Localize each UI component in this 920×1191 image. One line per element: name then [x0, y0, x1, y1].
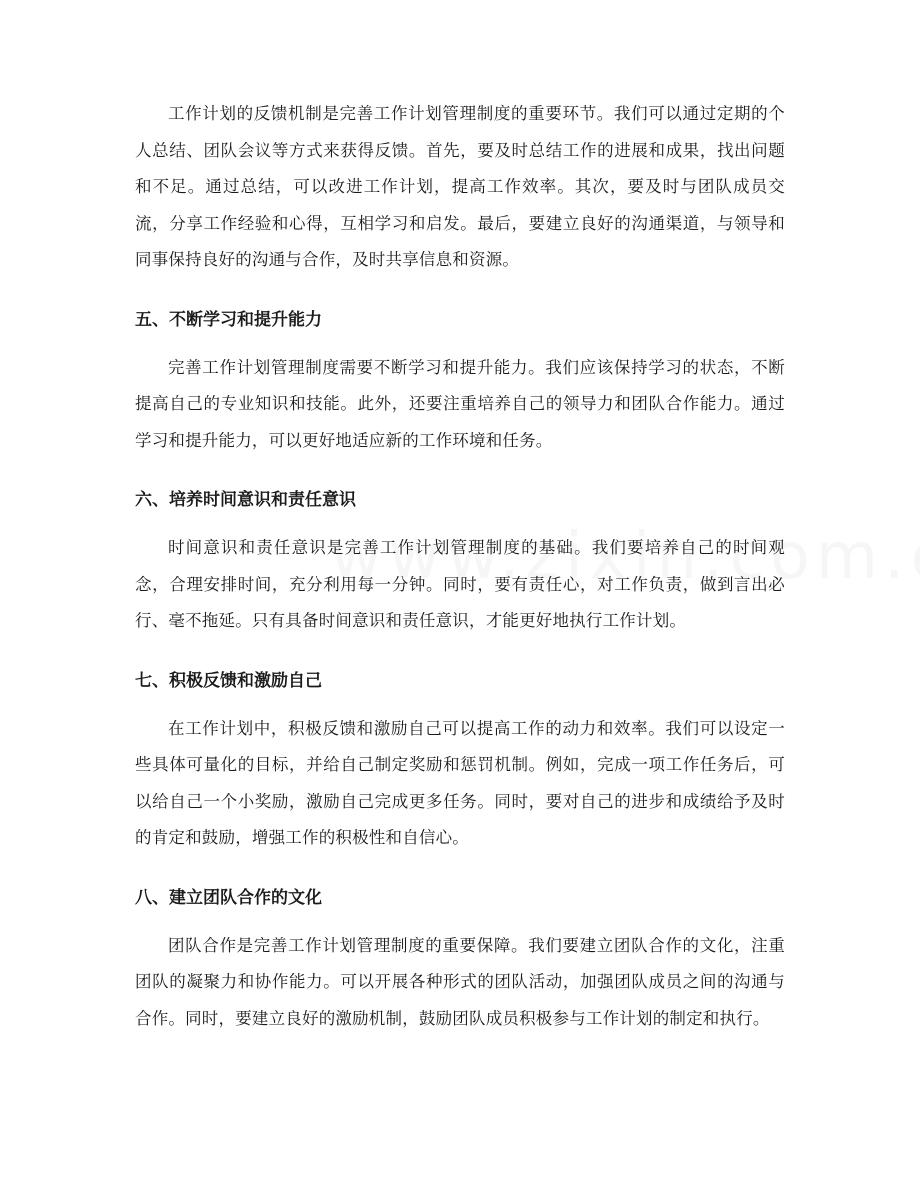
section-heading-5: 五、不断学习和提升能力 — [135, 309, 322, 330]
section-body-5: 完善工作计划管理制度需要不断学习和提升能力。我们应该保持学习的状态，不断提高自己的专业知识和技能。此外，还要注重培养自己的领导力和团队合作能力。通过学习和提升能力，可以更好地适应新的工作环境和任务。 — [135, 357, 785, 450]
section-body-7: 在工作计划中，积极反馈和激励自己可以提高工作的动力和效率。我们可以设定一些具体可量化的目标，并给自己制定奖励和惩罚机制。例如，完成一项工作任务后，可以给自己一个小奖励，激励自己完成更多任务。同时，要对自己的进步和成绩给予及时的肯定和鼓励，增强工作的积极性和自信心。 — [135, 718, 785, 847]
section-heading-6: 六、培养时间意识和责任意识 — [135, 490, 356, 510]
document-page — [135, 96, 785, 1037]
section-heading-8: 八、建立团队合作的文化 — [135, 887, 322, 908]
section-body-6: 时间意识和责任意识是完善工作计划管理制度的基础。我们要培养自己的时间观念，合理安排时间，充分利用每一分钟。同时，要有责任心，对工作负责，做到言出必行、毫不拖延。只有具备时间意识和责任意识，才能更好地执行工作计划。 — [135, 538, 785, 630]
section-body-8: 团队合作是完善工作计划管理制度的重要保障。我们要建立团队合作的文化，注重团队的凝聚力和协作能力。可以开展各种形式的团队活动，加强团队成员之间的沟通与合作。同时，要建立良好的激励机制，鼓励团队成员积极参与工作计划的制定和执行。 — [135, 935, 785, 1028]
intro-paragraph: 工作计划的反馈机制是完善工作计划管理制度的重要环节。我们可以通过定期的个人总结、团队会议等方式来获得反馈。首先，要及时总结工作的进展和成果，找出问题和不足。通过总结，可以改进工作计划，提高工作效率。其次，要及时与团队成员交流，分享工作经验和心得，互相学习和启发。最后，要建立良好的沟通渠道，与领导和同事保持良好的沟通与合作，及时共享信息和资源。 — [135, 104, 785, 269]
section-heading-7: 七、积极反馈和激励自己 — [135, 670, 322, 691]
